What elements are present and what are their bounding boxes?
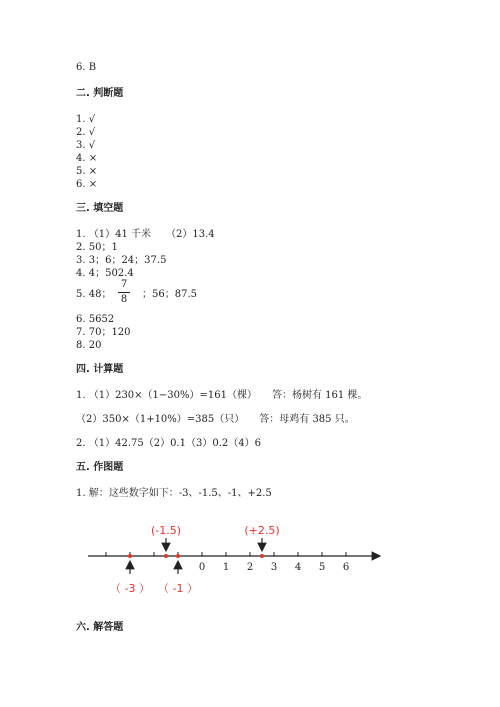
number-line-point <box>164 554 168 558</box>
judgement-3: 3. √ <box>76 140 96 151</box>
number-line-point <box>176 554 180 558</box>
fill-7: 7. 70；120 <box>76 327 131 338</box>
number-line-point <box>260 554 264 558</box>
answer-6: 6. B <box>76 62 97 73</box>
number-line-label-below: （ -3 ） <box>110 582 150 595</box>
fill-4: 4. 4；502.4 <box>76 268 134 279</box>
calc-3: 2. （1）42.75（2）0.1（3）0.2（4）6 <box>76 438 261 449</box>
fill-1: 1. （1）41 千米 （2）13.4 <box>76 229 215 240</box>
judgement-2: 2. √ <box>76 127 96 138</box>
number-line-tick-label: 1 <box>222 562 230 573</box>
number-line-tick-label: 2 <box>246 562 254 573</box>
drawing-1: 1. 解：这些数字如下：-3、-1.5、-1、+2.5 <box>76 488 272 499</box>
number-line-tick-label: 6 <box>342 562 350 573</box>
section-heading-drawing: 五. 作图题 <box>76 462 124 473</box>
number-line-tick-label: 5 <box>318 562 326 573</box>
section-heading-fill: 三. 填空题 <box>76 203 124 214</box>
section-heading-calc: 四. 计算题 <box>76 364 124 375</box>
fill-5-prefix: 5. 48； <box>76 289 112 300</box>
fill-5-suffix: ；56；87.5 <box>142 289 197 300</box>
judgement-1: 1. √ <box>76 114 96 125</box>
judgement-5: 5. × <box>76 166 98 177</box>
calc-1: 1. （1）230×（1−30%）=161（棵） 答：杨树有 161 棵。 <box>76 390 368 401</box>
fraction-numerator: 7 <box>120 279 128 290</box>
section-heading-answers: 六. 解答题 <box>76 622 124 633</box>
judgement-6: 6. × <box>76 179 98 190</box>
fill-2: 2. 50；1 <box>76 242 118 253</box>
section-heading-judgement: 二. 判断题 <box>76 88 124 99</box>
fill-3: 3. 3；6；24；37.5 <box>76 255 167 266</box>
number-line-label-above: (-1.5) <box>150 524 182 537</box>
fraction-denominator: 8 <box>120 294 128 305</box>
number-line-tick-label: 4 <box>294 562 302 573</box>
calc-2: （2）350×（1+10%）=385（只） 答：母鸡有 385 只。 <box>76 414 355 425</box>
fill-8: 8. 20 <box>76 340 102 351</box>
judgement-4: 4. × <box>76 153 98 164</box>
fill-6: 6. 5652 <box>76 314 115 325</box>
number-line-tick-label: 0 <box>198 562 206 573</box>
number-line-point <box>128 554 132 558</box>
number-line-label-below: （ -1 ） <box>158 582 198 595</box>
number-line-label-above: (+2.5) <box>244 524 280 537</box>
number-line-tick-label: 3 <box>270 562 278 573</box>
